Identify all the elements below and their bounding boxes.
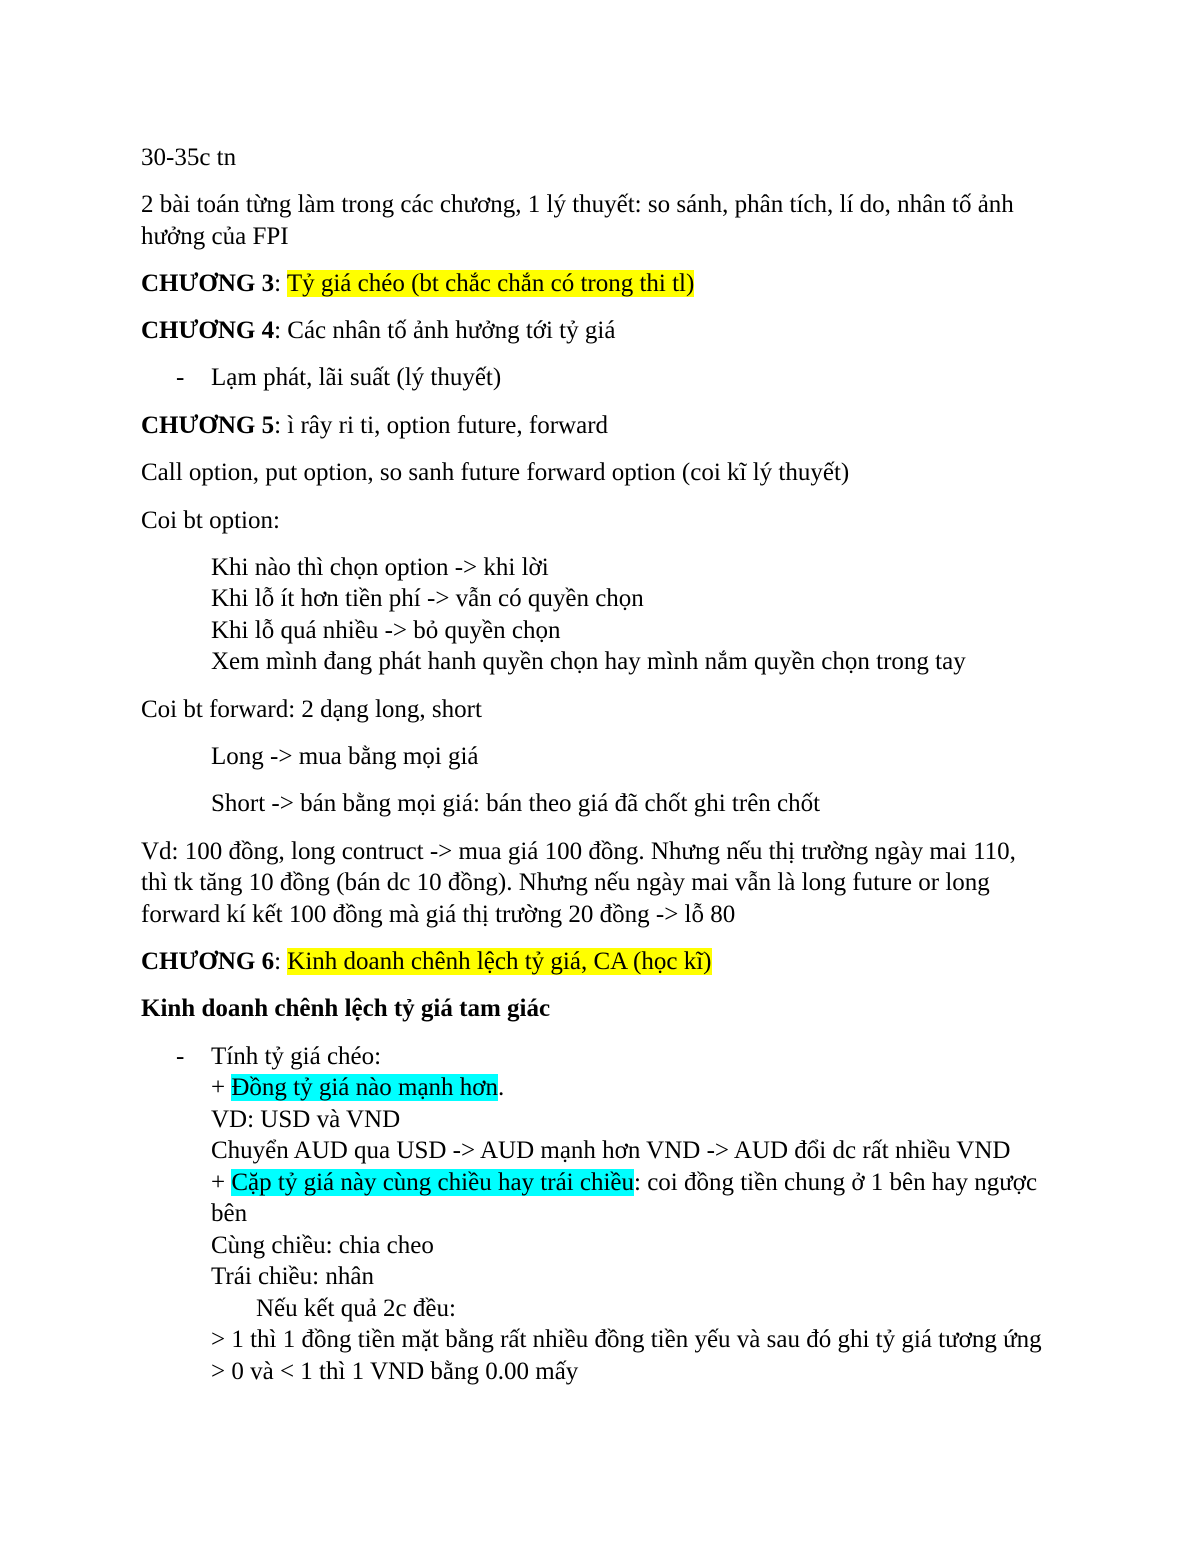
example-line-1: Vd: 100 đồng, long contruct -> mua giá 100 đồng. Nhưng nếu thị trường ngày mai 110, [141,838,1016,865]
chapter-5-label: CHƯƠNG 5 [141,412,275,439]
chapter-5-text: : ì rây ri ti, option future, forward [274,412,609,439]
arbitrage-heading-text: Kinh doanh chênh lệch tỷ giá tam giác [141,995,551,1022]
option-item-2: Khi lỗ ít hơn tiền phí -> vẫn có quyền chọn [211,585,644,612]
chapter-6-colon: : [274,948,288,975]
overview-line-2: hưởng của FPI [141,223,289,250]
bullet-dash: - [176,364,185,391]
opposite-direction-line: Trái chiều: nhân [211,1263,374,1290]
forward-short: Short -> bán bằng mọi giá: bán theo giá đã chốt ghi trên chốt [211,790,821,817]
direction-highlight: Cặp tỷ giá này cùng chiều hay trái chiều [231,1169,634,1196]
same-direction-line: Cùng chiều: chia cheo [211,1232,434,1259]
forward-heading: Coi bt forward: 2 dạng long, short [141,696,482,723]
chapter-4-line [141,315,615,347]
option-item-4: Xem mình đang phát hanh quyền chọn hay mình nắm quyền chọn trong tay [211,648,966,675]
example-line-2: thì tk tăng 10 đồng (bán dc 10 đồng). Nhưng nếu ngày mai vẫn là long future or long [141,869,990,896]
arbitrage-heading [141,993,550,1025]
chapter-3-line [141,268,694,300]
stronger-currency-line [211,1072,504,1104]
chapter-5-line [141,410,608,442]
option-item-1: Khi nào thì chọn option -> khi lời [211,554,549,581]
plus-suffix: . [498,1074,505,1101]
example-line-3: forward kí kết 100 đồng mà giá thị trường 20 đồng -> lỗ 80 [141,901,736,928]
usd-vnd-example: VD: USD và VND [211,1106,401,1133]
result-between-zero-one: > 0 và < 1 thì 1 VND bằng 0.00 mấy [211,1358,579,1385]
direction-suffix: : coi đồng tiền chung ở 1 bên hay ngược [634,1169,1038,1196]
plus-prefix: + [211,1074,232,1101]
overview-line-1: 2 bài toán từng làm trong các chương, 1 lý thuyết: so sánh, phân tích, lí do, nhân tố ảnh [141,191,1014,218]
direction-line [211,1167,1037,1199]
forward-long: Long -> mua bằng mọi giá [211,743,479,770]
chapter-3-highlight: Tỷ giá chéo (bt chắc chắn có trong thi tl) [286,270,695,297]
chapter-6-line [141,946,712,978]
bullet-dash: - [176,1043,185,1070]
call-put-line: Call option, put option, so sanh future forward option (coi kĩ lý thuyết) [141,459,850,486]
chapter-6-label: CHƯƠNG 6 [141,948,275,975]
exam-format-line: 30-35c tn [141,144,237,171]
chapter-4-label: CHƯƠNG 4 [141,317,275,344]
chapter-6-highlight: Kinh doanh chênh lệch tỷ giá, CA (học kĩ) [287,948,712,975]
chapter-3-label: CHƯƠNG 3 [141,270,275,297]
result-greater-one: > 1 thì 1 đồng tiền mặt bằng rất nhiều đồng tiền yếu và sau đó ghi tỷ giá tương ứng [211,1326,1042,1353]
option-heading: Coi bt option: [141,507,280,534]
option-item-3: Khi lỗ quá nhiều -> bỏ quyền chọn [211,617,561,644]
stronger-currency-highlight: Đồng tỷ giá nào mạnh hơn [231,1074,499,1101]
cross-rate-heading: Tính tỷ giá chéo: [211,1043,382,1070]
direction-line-cont: bên [211,1200,248,1227]
aud-conversion-line: Chuyển AUD qua USD -> AUD mạnh hơn VND -> AUD đổi dc rất nhiều VND [211,1137,1011,1164]
chapter-4-item: Lạm phát, lãi suất (lý thuyết) [211,364,502,391]
result-heading: Nếu kết quả 2c đều: [256,1295,456,1322]
plus-prefix: + [211,1169,232,1196]
chapter-4-text: : Các nhân tố ảnh hưởng tới tỷ giá [274,317,616,344]
chapter-3-colon: : [274,270,287,297]
